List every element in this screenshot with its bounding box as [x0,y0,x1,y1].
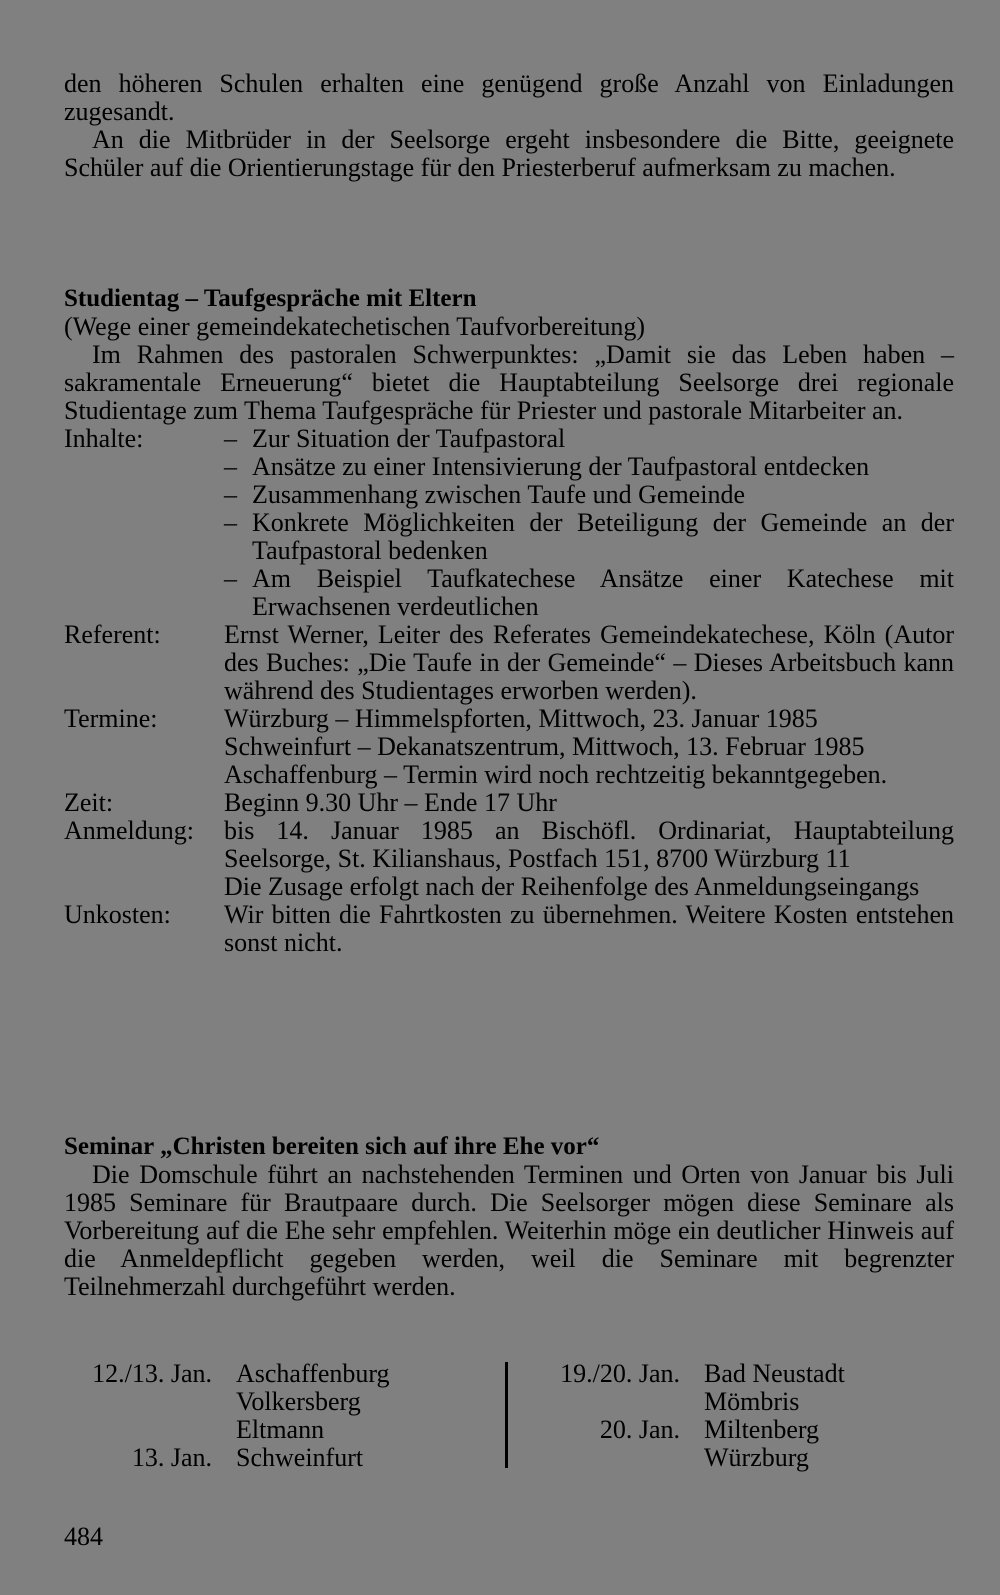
seminar-title: Seminar „Christen bereiten sich auf ihre Ehe vor“ [64,1133,600,1160]
zeit-value: Beginn 9.30 Uhr – Ende 17 Uhr [224,788,557,817]
intro-paragraph-1: den höheren Schulen erhalten eine genügend große Anzahl von Einladungen zugesandt. [64,69,954,126]
schedule-row [534,1360,954,1388]
list-item: – Am Beispiel Taufkatechese Ansätze einer Katechese mit Erwachsenen verdeutlichen [224,565,954,621]
referent-label: Referent: [64,620,161,649]
schedule-row [534,1444,954,1472]
section-seminar [64,1133,954,1301]
anmeldung-line: bis 14. Januar 1985 an Bischöfl. Ordinariat, Hauptabteilung Seelsorge, St. Kilianshaus, Postfach 151, 8700 Würzburg 11 [224,816,954,873]
page-number: 484 [64,1522,103,1551]
zeit-row [64,789,954,817]
list-item: – Konkrete Möglichkeiten der Beteiligung der Gemeinde an der Taufpastoral bedenken [224,509,954,565]
seminar-body: Die Domschule führt an nachstehenden Terminen und Orten von Januar bis Juli 1985 Seminare für Brautpaare durch. Die Seelsorger mögen diese Seminare als Vorbereitung auf die Ehe sehr empfehlen. Weiterhin möge ein deutlicher Hinweis auf die Anmeldepflicht gegeben werden, weil die Seminare mit begrenzter Teilnehmerzahl durchgeführt werden. [64,1160,954,1301]
anmeldung-row [64,817,954,901]
schedule-place: Mömbris [704,1387,800,1416]
schedule-place: Bad Neustadt [704,1359,845,1388]
schedule-row [534,1416,954,1444]
schedule-row [64,1416,494,1444]
seminar-schedule [64,1360,954,1480]
schedule-place: Aschaffenburg [236,1359,390,1388]
schedule-column-right [534,1360,954,1472]
document-page [64,69,954,1472]
studientag-subtitle: (Wege einer gemeindekatechetischen Taufvorbereitung) [64,312,646,341]
unkosten-label: Unkosten: [64,900,171,929]
termine-label: Termine: [64,704,158,733]
termin-item: Aschaffenburg – Termin wird noch rechtzeitig bekanntgegeben. [224,760,888,789]
schedule-place: Miltenberg [704,1415,820,1444]
schedule-place: Schweinfurt [236,1443,364,1472]
studientag-title: Studientag – Taufgespräche mit Eltern [64,285,477,312]
list-item: – Zusammenhang zwischen Taufe und Gemeinde [224,481,954,509]
inhalte-label: Inhalte: [64,424,144,453]
schedule-row [64,1360,494,1388]
unkosten-row [64,901,954,957]
list-item: – Ansätze zu einer Intensivierung der Taufpastoral entdecken [224,453,954,481]
schedule-column-left [64,1360,494,1472]
anmeldung-label: Anmeldung: [64,816,194,845]
schedule-date: 19./20. Jan. [560,1359,680,1388]
schedule-place: Volkersberg [236,1387,361,1416]
unkosten-value: Wir bitten die Fahrtkosten zu übernehmen. Weitere Kosten entstehen sonst nicht. [224,900,954,957]
inhalte-row [64,425,954,621]
schedule-date [534,1388,680,1416]
termine-list [224,705,954,789]
termine-row [64,705,954,789]
schedule-place: Würzburg [704,1443,809,1472]
zeit-label: Zeit: [64,788,114,817]
studientag-body: Im Rahmen des pastoralen Schwerpunktes: „Damit sie das Leben haben – sakramentale Erneuerung“ bietet die Hauptabteilung Seelsorge drei regionale Studientage zum Thema Taufgespräche für Priester und pastorale Mitarbeiter an. [64,340,954,425]
referent-row [64,621,954,705]
intro-paragraph-2: An die Mitbrüder in der Seelsorge ergeht insbesondere die Bitte, geeignete Schüler auf die Orientierungstage für den Priesterberuf aufmerksam zu machen. [64,125,954,182]
anmeldung-line: Die Zusage erfolgt nach der Reihenfolge des Anmeldungseingangs [224,872,920,901]
schedule-date: 13. Jan. [131,1443,212,1472]
schedule-row [64,1444,494,1472]
inhalte-list [224,425,954,621]
schedule-row [64,1388,494,1416]
anmeldung-value [224,817,954,901]
schedule-date [64,1416,212,1444]
list-item: – Zur Situation der Taufpastoral [224,425,954,453]
schedule-date: 12./13. Jan. [92,1359,212,1388]
referent-value: Ernst Werner, Leiter des Referates Gemeindekatechese, Köln (Autor des Buches: „Die Taufe in der Gemeinde“ – Dieses Arbeitsbuch kann während des Studientages erworben werden). [224,620,954,705]
schedule-date [534,1444,680,1472]
schedule-date [64,1388,212,1416]
schedule-row [534,1388,954,1416]
section-studientag [64,285,954,957]
termin-item: Schweinfurt – Dekanatszentrum, Mittwoch, 13. Februar 1985 [224,732,865,761]
termin-item: Würzburg – Himmelspforten, Mittwoch, 23. Januar 1985 [224,704,818,733]
schedule-date: 20. Jan. [599,1415,680,1444]
schedule-place: Eltmann [236,1415,325,1444]
column-divider [505,1362,508,1468]
